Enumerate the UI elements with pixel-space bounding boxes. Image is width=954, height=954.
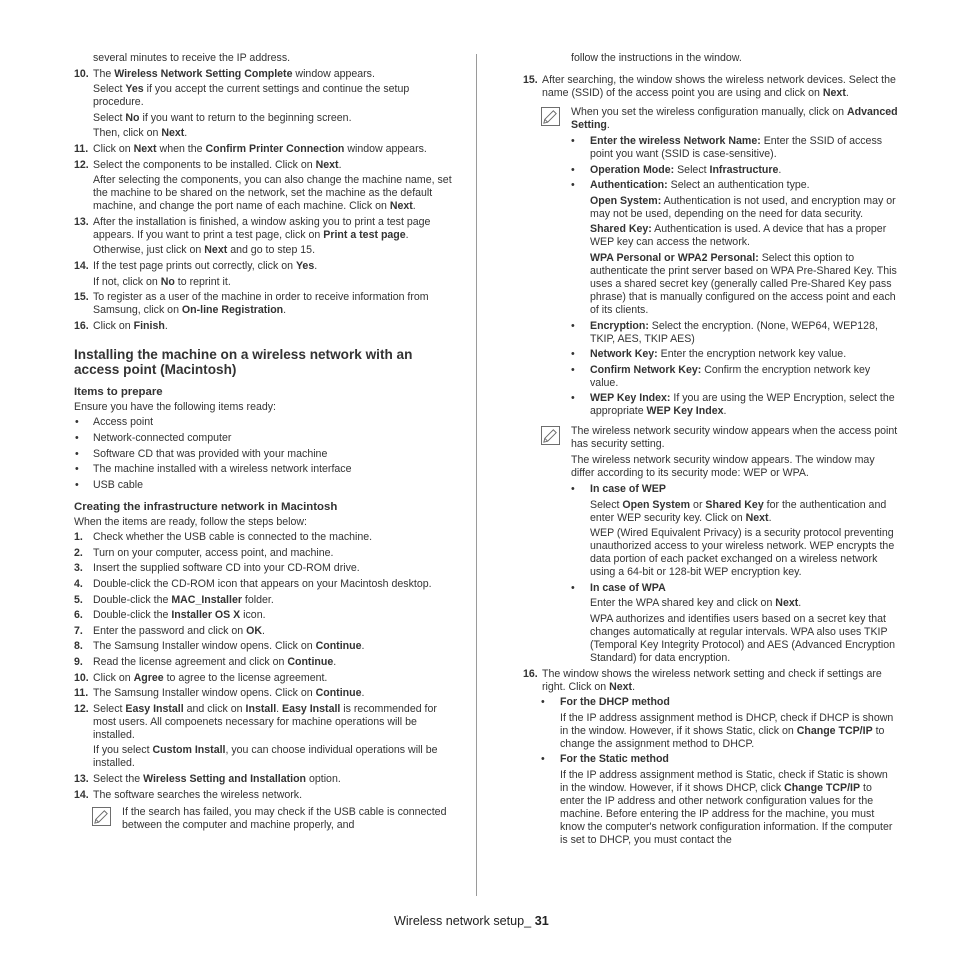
mac-step-6: 6. Double-click the Installer OS X icon. bbox=[74, 609, 266, 622]
step-14-detail: If not, click on No to reprint it. bbox=[93, 275, 231, 288]
mac-step-4: 4. Double-click the CD-ROM icon that appears on your Macintosh desktop. bbox=[74, 578, 432, 591]
step-12: 12. Select the components to be installed. Click on Next. bbox=[74, 158, 342, 171]
page-number: 31 bbox=[534, 914, 549, 928]
mac-step-8: 8. The Samsung Installer window opens. Click on Continue. bbox=[74, 640, 365, 653]
mac-step-3: 3. Insert the supplied software CD into your CD-ROM drive. bbox=[74, 562, 360, 575]
step-10-no: Select No if you want to return to the beginning screen. bbox=[93, 111, 352, 124]
column-divider bbox=[476, 54, 477, 896]
wpa-description: WPA authorizes and identifies users based on a secret key that changes automatically at regular intervals. WPA also uses TKIP (Temporal Key Integrity Protocol) and AES (Advanced Encryption Standard) for data encryption. bbox=[590, 612, 896, 664]
page-footer bbox=[394, 914, 549, 929]
footer-label: Wireless network setup_ bbox=[394, 914, 535, 928]
steps-intro: When the items are ready, follow the steps below: bbox=[74, 515, 307, 528]
adv-wep-key-index: • WEP Key Index: If you are using the WEP Encryption, select the appropriate WEP Key Index. bbox=[571, 392, 895, 418]
wep-description: WEP (Wired Equivalent Privacy) is a security protocol preventing unauthorized access to your wireless network. WEP encrypts the data portion of each packet exchanged on a wireless network using a 64-bit or 128-bit WEP encryption key. bbox=[590, 527, 895, 579]
step-16: 16. Click on Finish. bbox=[74, 319, 168, 332]
step-11: 11. Click on Next when the Confirm Printer Connection window appears. bbox=[74, 142, 427, 155]
step-15-right: 15. After searching, the window shows the wireless network devices. Select the name (SSID) of the access point you are using and click on Next. bbox=[523, 74, 896, 99]
step-14: 14. If the test page prints out correctly, click on Yes. bbox=[74, 259, 318, 272]
adv-confirm-key: • Confirm Network Key: Confirm the encryption network key value. bbox=[571, 363, 871, 389]
right-column bbox=[523, 52, 898, 849]
step-13: 13. After the installation is finished, a window asking you to print a test page appears. If you want to print a test page, click on Print a test page. bbox=[74, 215, 431, 241]
note-search-failed: If the search has failed, you may check if the USB cable is connected between the computer and machine properly, and bbox=[74, 806, 454, 832]
mac-step-1: 1. Check whether the USB cable is connected to the machine. bbox=[74, 531, 373, 544]
note-pencil-icon bbox=[92, 807, 111, 826]
adv-shared-key: Shared Key: Authentication is used. A device that has a proper WEP key can access the network. bbox=[590, 223, 887, 249]
step-10-then: Then, click on Next. bbox=[93, 127, 188, 140]
left-column bbox=[74, 52, 454, 835]
subheading-items: Items to prepare bbox=[74, 385, 163, 398]
adv-encryption: • Encryption: Select the encryption. (None, WEP64, WEP128, TKIP, AES, TKIP AES) bbox=[571, 319, 878, 345]
continued-text: follow the instructions in the window. bbox=[571, 52, 742, 64]
list-item: • Software CD that was provided with your machine bbox=[75, 447, 328, 460]
note-security-window: The wireless network security window appears when the access point has security setting. bbox=[523, 425, 898, 451]
wep-instructions: Select Open System or Shared Key for the authentication and enter WEP security key. Click on Next. bbox=[590, 498, 887, 524]
step-10-yes: Select Yes if you accept the current settings and continue the setup procedure. bbox=[93, 83, 410, 109]
list-item: • Network-connected computer bbox=[75, 431, 232, 444]
mac-step-12-detail: If you select Custom Install, you can choose individual operations will be installed. bbox=[93, 744, 438, 770]
list-item: • USB cable bbox=[75, 478, 144, 491]
step-10: 10. The Wireless Network Setting Complete window appears. bbox=[74, 67, 375, 80]
continued-text: several minutes to receive the IP address. bbox=[93, 52, 291, 64]
mac-step-10: 10. Click on Agree to agree to the license agreement. bbox=[74, 671, 328, 684]
static-heading: • For the Static method bbox=[541, 753, 669, 766]
section-heading: Installing the machine on a wireless network with an access point (Macintosh) bbox=[74, 346, 413, 377]
dhcp-description: If the IP address assignment method is DHCP, check if DHCP is shown in the window. However, if it shows Static, click on Change TCP/IP to change the assignment method to DHCP. bbox=[560, 711, 894, 750]
wpa-heading: • In case of WPA bbox=[571, 581, 666, 594]
security-window-detail: The wireless network security window appears. The window may differ according to its security mode: WEP or WPA. bbox=[571, 454, 875, 480]
mac-step-5: 5. Double-click the MAC_Installer folder. bbox=[74, 593, 274, 606]
static-description: If the IP address assignment method is Static, check if Static is shown in the window. However, if it shows DHCP, click Change TCP/IP to enter the IP address and other network configuration values for the machine. Before entering the IP address for the machine, you must know the computer's network configuration information. If the computer is set to DHCP, you must contact the bbox=[560, 768, 893, 846]
step-12-detail: After selecting the components, you can also change the machine name, set the machine to be shared on the network, set the machine as the default machine, and change the port name of each machine. Click on Next. bbox=[93, 174, 452, 213]
mac-step-11: 11. The Samsung Installer window opens. Click on Continue. bbox=[74, 687, 365, 700]
note-pencil-icon bbox=[541, 107, 560, 126]
step-15: 15. To register as a user of the machine in order to receive information from Samsung, click on On-line Registration. bbox=[74, 291, 429, 317]
dhcp-heading: • For the DHCP method bbox=[541, 696, 670, 709]
mac-step-14: 14. The software searches the wireless network. bbox=[74, 788, 303, 801]
adv-network-key: • Network Key: Enter the encryption network key value. bbox=[571, 348, 847, 361]
wpa-instructions: Enter the WPA shared key and click on Next. bbox=[590, 597, 802, 610]
note-pencil-icon bbox=[541, 426, 560, 445]
adv-open-system: Open System: Authentication is not used, and encryption may or may not be used, depending on the need for data security. bbox=[590, 194, 896, 220]
note-advanced-setting: When you set the wireless configuration manually, click on Advanced Setting. bbox=[523, 106, 898, 132]
mac-step-12: 12. Select Easy Install and click on Install. Easy Install is recommended for most users. All compoenets necessary for machine operations will be installed. bbox=[74, 702, 437, 741]
adv-wpa-personal: WPA Personal or WPA2 Personal: Select this option to authenticate the print server based on WPA Pre-Shared Key. This uses a shared secret key (generally called Pre-Shared Key pass phrase) that is manually configured on the access point and each of its clients. bbox=[590, 251, 897, 316]
adv-operation-mode: • Operation Mode: Select Infrastructure. bbox=[571, 163, 782, 176]
step-13-detail: Otherwise, just click on Next and go to step 15. bbox=[93, 244, 316, 257]
list-item: • Access point bbox=[75, 416, 154, 429]
items-intro: Ensure you have the following items ready: bbox=[74, 400, 276, 413]
adv-authentication: • Authentication: Select an authentication type. bbox=[571, 179, 810, 192]
subheading-infrastructure: Creating the infrastructure network in Macintosh bbox=[74, 500, 338, 513]
list-item: • The machine installed with a wireless network interface bbox=[75, 463, 352, 476]
adv-network-name: • Enter the wireless Network Name: Enter the SSID of access point you want (SSID is case-sensitive). bbox=[571, 135, 883, 160]
mac-step-2: 2. Turn on your computer, access point, and machine. bbox=[74, 546, 334, 559]
mac-step-13: 13. Select the Wireless Setting and Installation option. bbox=[74, 773, 341, 785]
mac-step-9: 9. Read the license agreement and click on Continue. bbox=[74, 656, 337, 669]
mac-step-7: 7. Enter the password and click on OK. bbox=[74, 624, 265, 637]
step-16-right: 16. The window shows the wireless network setting and check if settings are right. Click on Next. bbox=[523, 667, 882, 693]
wep-heading: • In case of WEP bbox=[571, 482, 666, 495]
